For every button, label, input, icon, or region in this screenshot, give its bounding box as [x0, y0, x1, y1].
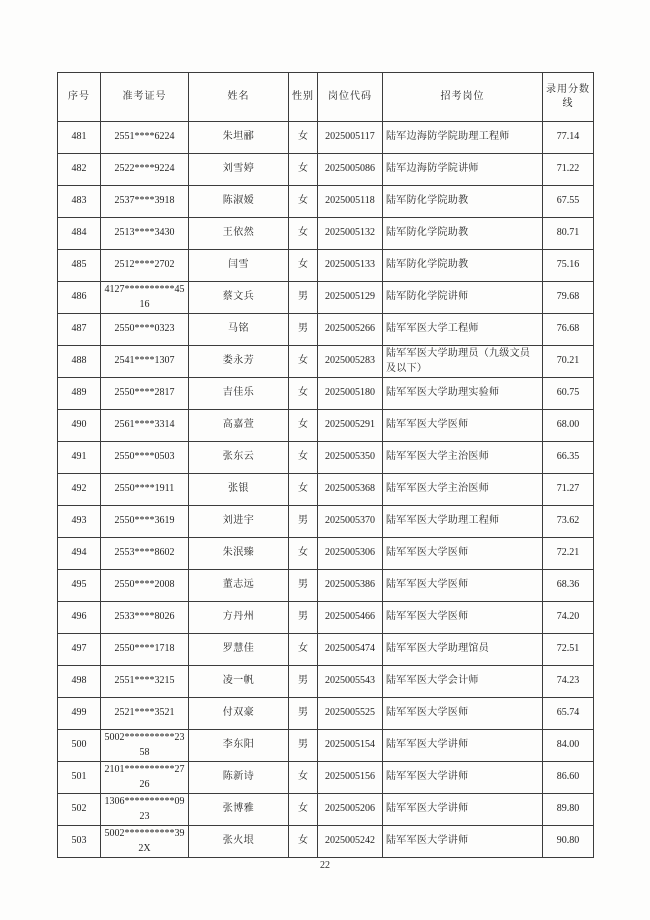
cell-position-title: 陆军军医大学工程师: [383, 314, 543, 346]
cell-row-no: 499: [58, 698, 101, 730]
cell-exam-id: 2521****3521: [101, 698, 189, 730]
table-row: [58, 154, 594, 186]
cell-name: 方丹州: [189, 602, 289, 634]
cell-exam-id: 2550****3619: [101, 506, 189, 538]
cell-exam-id: 5002**********2358: [101, 730, 189, 762]
table-row: [58, 570, 594, 602]
cell-name: 陈新诗: [189, 762, 289, 794]
cell-exam-id: 2550****2008: [101, 570, 189, 602]
cell-position-title: 陆军边海防学院助理工程师: [383, 122, 543, 154]
cell-gender: 女: [289, 762, 318, 794]
cell-gender: 女: [289, 250, 318, 282]
col-header-position-code: 岗位代码: [318, 73, 383, 122]
cell-position-title: 陆军防化学院讲师: [383, 282, 543, 314]
table-row: [58, 698, 594, 730]
cell-score-line: 76.68: [543, 314, 594, 346]
cell-score-line: 77.14: [543, 122, 594, 154]
cell-exam-id: 2101**********2726: [101, 762, 189, 794]
cell-exam-id: 2561****3314: [101, 410, 189, 442]
cell-gender: 男: [289, 282, 318, 314]
cell-position-code: 2025005133: [318, 250, 383, 282]
table-header: [58, 73, 594, 122]
cell-position-code: 2025005350: [318, 442, 383, 474]
cell-gender: 男: [289, 314, 318, 346]
cell-score-line: 75.16: [543, 250, 594, 282]
cell-score-line: 66.35: [543, 442, 594, 474]
cell-row-no: 497: [58, 634, 101, 666]
col-header-gender: 性别: [289, 73, 318, 122]
cell-score-line: 90.80: [543, 826, 594, 858]
table-row: [58, 474, 594, 506]
cell-score-line: 74.23: [543, 666, 594, 698]
table-row: [58, 186, 594, 218]
cell-row-no: 481: [58, 122, 101, 154]
cell-score-line: 79.68: [543, 282, 594, 314]
col-header-score-line: 录用分数线: [543, 73, 594, 122]
table-row: [58, 442, 594, 474]
cell-position-title: 陆军军医大学讲师: [383, 730, 543, 762]
cell-position-title: 陆军军医大学主治医师: [383, 442, 543, 474]
admission-score-table: [57, 72, 594, 858]
cell-score-line: 68.36: [543, 570, 594, 602]
cell-gender: 女: [289, 410, 318, 442]
cell-row-no: 483: [58, 186, 101, 218]
col-header-name: 姓名: [189, 73, 289, 122]
cell-score-line: 80.71: [543, 218, 594, 250]
cell-position-code: 2025005525: [318, 698, 383, 730]
cell-gender: 女: [289, 634, 318, 666]
table-row: [58, 794, 594, 826]
cell-position-title: 陆军军医大学会计师: [383, 666, 543, 698]
cell-score-line: 86.60: [543, 762, 594, 794]
cell-position-title: 陆军防化学院助教: [383, 186, 543, 218]
cell-position-title: 陆军军医大学讲师: [383, 826, 543, 858]
cell-gender: 女: [289, 346, 318, 378]
cell-name: 高嘉萱: [189, 410, 289, 442]
table-row: [58, 122, 594, 154]
cell-row-no: 490: [58, 410, 101, 442]
cell-name: 马铭: [189, 314, 289, 346]
cell-name: 罗慧佳: [189, 634, 289, 666]
cell-row-no: 502: [58, 794, 101, 826]
cell-position-title: 陆军军医大学医师: [383, 570, 543, 602]
cell-row-no: 501: [58, 762, 101, 794]
cell-name: 刘雪婷: [189, 154, 289, 186]
cell-position-title: 陆军军医大学医师: [383, 410, 543, 442]
table-row: [58, 762, 594, 794]
cell-gender: 男: [289, 698, 318, 730]
cell-gender: 女: [289, 442, 318, 474]
cell-row-no: 484: [58, 218, 101, 250]
cell-gender: 女: [289, 794, 318, 826]
cell-position-code: 2025005129: [318, 282, 383, 314]
table-row: [58, 666, 594, 698]
cell-position-title: 陆军军医大学助理员（九级文员及以下）: [383, 346, 543, 378]
table-row: [58, 538, 594, 570]
table-row: [58, 346, 594, 378]
cell-exam-id: 2512****2702: [101, 250, 189, 282]
cell-position-title: 陆军军医大学讲师: [383, 794, 543, 826]
cell-score-line: 68.00: [543, 410, 594, 442]
table-row: [58, 826, 594, 858]
cell-position-title: 陆军防化学院助教: [383, 218, 543, 250]
cell-gender: 女: [289, 186, 318, 218]
cell-score-line: 67.55: [543, 186, 594, 218]
cell-name: 董志远: [189, 570, 289, 602]
col-header-row-no: 序号: [58, 73, 101, 122]
cell-name: 付双豪: [189, 698, 289, 730]
cell-name: 陈淑嫒: [189, 186, 289, 218]
cell-score-line: 60.75: [543, 378, 594, 410]
cell-score-line: 89.80: [543, 794, 594, 826]
table-body: [58, 122, 594, 858]
cell-position-title: 陆军军医大学助理工程师: [383, 506, 543, 538]
cell-position-title: 陆军军医大学医师: [383, 602, 543, 634]
cell-name: 张火垠: [189, 826, 289, 858]
cell-position-code: 2025005474: [318, 634, 383, 666]
cell-exam-id: 2550****0503: [101, 442, 189, 474]
cell-name: 吉佳乐: [189, 378, 289, 410]
cell-name: 朱泯臻: [189, 538, 289, 570]
cell-exam-id: 4127**********4516: [101, 282, 189, 314]
table-row: [58, 218, 594, 250]
cell-position-code: 2025005370: [318, 506, 383, 538]
cell-row-no: 495: [58, 570, 101, 602]
cell-score-line: 71.27: [543, 474, 594, 506]
cell-gender: 女: [289, 154, 318, 186]
cell-gender: 男: [289, 570, 318, 602]
cell-position-title: 陆军军医大学医师: [383, 538, 543, 570]
cell-score-line: 72.51: [543, 634, 594, 666]
cell-position-code: 2025005132: [318, 218, 383, 250]
cell-score-line: 73.62: [543, 506, 594, 538]
table-row: [58, 634, 594, 666]
cell-position-title: 陆军军医大学讲师: [383, 762, 543, 794]
cell-name: 张东云: [189, 442, 289, 474]
cell-score-line: 72.21: [543, 538, 594, 570]
cell-exam-id: 5002**********392X: [101, 826, 189, 858]
cell-exam-id: 2522****9224: [101, 154, 189, 186]
cell-exam-id: 2550****1911: [101, 474, 189, 506]
cell-position-code: 2025005543: [318, 666, 383, 698]
cell-gender: 女: [289, 218, 318, 250]
cell-position-code: 2025005154: [318, 730, 383, 762]
cell-gender: 男: [289, 506, 318, 538]
cell-name: 娄永芳: [189, 346, 289, 378]
cell-row-no: 487: [58, 314, 101, 346]
cell-row-no: 488: [58, 346, 101, 378]
cell-row-no: 493: [58, 506, 101, 538]
cell-gender: 女: [289, 538, 318, 570]
cell-position-code: 2025005306: [318, 538, 383, 570]
cell-position-code: 2025005291: [318, 410, 383, 442]
cell-exam-id: 1306**********0923: [101, 794, 189, 826]
cell-position-title: 陆军防化学院助教: [383, 250, 543, 282]
cell-name: 李东阳: [189, 730, 289, 762]
cell-name: 张博雅: [189, 794, 289, 826]
cell-gender: 女: [289, 826, 318, 858]
cell-row-no: 485: [58, 250, 101, 282]
cell-gender: 女: [289, 122, 318, 154]
cell-name: 闫雪: [189, 250, 289, 282]
cell-exam-id: 2550****0323: [101, 314, 189, 346]
cell-position-title: 陆军军医大学助理实验师: [383, 378, 543, 410]
cell-position-code: 2025005180: [318, 378, 383, 410]
cell-position-code: 2025005386: [318, 570, 383, 602]
cell-position-code: 2025005368: [318, 474, 383, 506]
cell-position-title: 陆军军医大学主治医师: [383, 474, 543, 506]
col-header-position-title: 招考岗位: [383, 73, 543, 122]
cell-exam-id: 2533****8026: [101, 602, 189, 634]
cell-name: 张银: [189, 474, 289, 506]
cell-name: 朱坦郦: [189, 122, 289, 154]
cell-exam-id: 2541****1307: [101, 346, 189, 378]
table-row: [58, 314, 594, 346]
cell-position-title: 陆军边海防学院讲师: [383, 154, 543, 186]
cell-position-title: 陆军军医大学医师: [383, 698, 543, 730]
col-header-exam-id: 准考证号: [101, 73, 189, 122]
cell-row-no: 496: [58, 602, 101, 634]
cell-score-line: 84.00: [543, 730, 594, 762]
table-row: [58, 602, 594, 634]
cell-row-no: 491: [58, 442, 101, 474]
table-row: [58, 410, 594, 442]
cell-row-no: 498: [58, 666, 101, 698]
cell-position-code: 2025005283: [318, 346, 383, 378]
cell-name: 凌一帆: [189, 666, 289, 698]
cell-score-line: 74.20: [543, 602, 594, 634]
cell-position-code: 2025005118: [318, 186, 383, 218]
cell-gender: 男: [289, 602, 318, 634]
cell-gender: 男: [289, 666, 318, 698]
cell-position-code: 2025005117: [318, 122, 383, 154]
table-row: [58, 250, 594, 282]
cell-exam-id: 2551****3215: [101, 666, 189, 698]
cell-name: 蔡文兵: [189, 282, 289, 314]
cell-name: 王依然: [189, 218, 289, 250]
cell-score-line: 65.74: [543, 698, 594, 730]
cell-position-code: 2025005206: [318, 794, 383, 826]
cell-position-code: 2025005466: [318, 602, 383, 634]
cell-row-no: 482: [58, 154, 101, 186]
table-row: [58, 282, 594, 314]
cell-exam-id: 2553****8602: [101, 538, 189, 570]
cell-position-code: 2025005266: [318, 314, 383, 346]
cell-row-no: 492: [58, 474, 101, 506]
cell-exam-id: 2537****3918: [101, 186, 189, 218]
cell-exam-id: 2551****6224: [101, 122, 189, 154]
table-row: [58, 378, 594, 410]
cell-position-code: 2025005242: [318, 826, 383, 858]
page-number: 22: [320, 860, 330, 871]
cell-row-no: 486: [58, 282, 101, 314]
cell-position-title: 陆军军医大学助理馆员: [383, 634, 543, 666]
cell-row-no: 503: [58, 826, 101, 858]
cell-row-no: 500: [58, 730, 101, 762]
table-row: [58, 730, 594, 762]
cell-name: 刘进宇: [189, 506, 289, 538]
cell-row-no: 489: [58, 378, 101, 410]
cell-gender: 女: [289, 474, 318, 506]
cell-exam-id: 2550****1718: [101, 634, 189, 666]
table-row: [58, 506, 594, 538]
cell-exam-id: 2550****2817: [101, 378, 189, 410]
cell-score-line: 70.21: [543, 346, 594, 378]
header-row: [58, 73, 594, 122]
cell-gender: 男: [289, 730, 318, 762]
cell-position-code: 2025005086: [318, 154, 383, 186]
cell-exam-id: 2513****3430: [101, 218, 189, 250]
cell-row-no: 494: [58, 538, 101, 570]
cell-position-code: 2025005156: [318, 762, 383, 794]
cell-gender: 女: [289, 378, 318, 410]
cell-score-line: 71.22: [543, 154, 594, 186]
